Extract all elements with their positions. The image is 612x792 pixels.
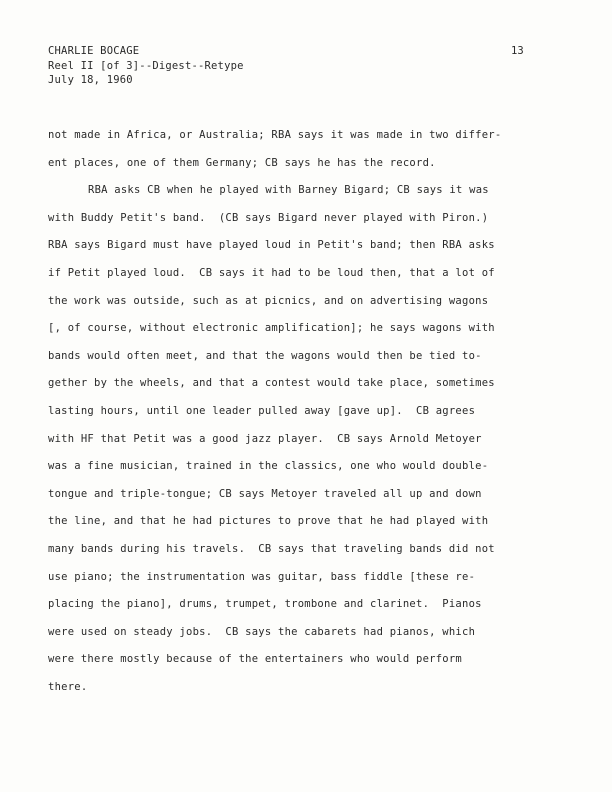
- text-line: not made in Africa, or Australia; RBA says it was made in two differ-: [48, 129, 502, 141]
- text-line: gether by the wheels, and that a contest would take place, sometimes: [48, 377, 495, 390]
- document-header: [48, 44, 244, 88]
- text-line: RBA says Bigard must have played loud in Petit's band; then RBA asks: [48, 239, 495, 252]
- text-line: many bands during his travels. CB says that traveling bands did not: [48, 542, 495, 555]
- text-line: placing the piano], drums, trumpet, trombone and clarinet. Pianos: [48, 598, 482, 611]
- text-line: lasting hours, until one leader pulled away [gave up]. CB agrees: [48, 404, 476, 417]
- interviewee-name: CHARLIE BOCAGE: [48, 45, 140, 57]
- text-line: tongue and triple-tongue; CB says Metoyer traveled all up and down: [48, 487, 482, 500]
- interview-date: July 18, 1960: [48, 74, 133, 86]
- text-line: the work was outside, such as at picnics, and on advertising wagons: [48, 294, 489, 307]
- text-line: were used on steady jobs. CB says the cabarets had pianos, which: [48, 625, 476, 638]
- text-line: were there mostly because of the entertainers who would perform: [48, 653, 463, 666]
- text-line: there.: [48, 680, 88, 693]
- text-line: was a fine musician, trained in the classics, one who would double-: [48, 460, 489, 473]
- text-line: ent places, one of them Germany; CB says he has the record.: [48, 156, 436, 169]
- text-line: RBA asks CB when he played with Barney Bigard; CB says it was: [88, 184, 489, 197]
- page-number: 13: [511, 45, 524, 57]
- text-line: if Petit played loud. CB says it had to be loud then, that a lot of: [48, 266, 495, 279]
- text-line: the line, and that he had pictures to prove that he had played with: [48, 515, 489, 528]
- text-line: with HF that Petit was a good jazz player. CB says Arnold Metoyer: [48, 432, 482, 445]
- text-line: use piano; the instrumentation was guitar, bass fiddle [these re-: [48, 570, 476, 583]
- text-line: with Buddy Petit's band. (CB says Bigard never played with Piron.): [48, 211, 489, 224]
- reel-info: Reel II [of 3]--Digest--Retype: [48, 59, 244, 72]
- transcript-body: [48, 122, 548, 701]
- text-line: bands would often meet, and that the wagons would then be tied to-: [48, 349, 482, 362]
- text-line: [, of course, without electronic amplification]; he says wagons with: [48, 322, 495, 335]
